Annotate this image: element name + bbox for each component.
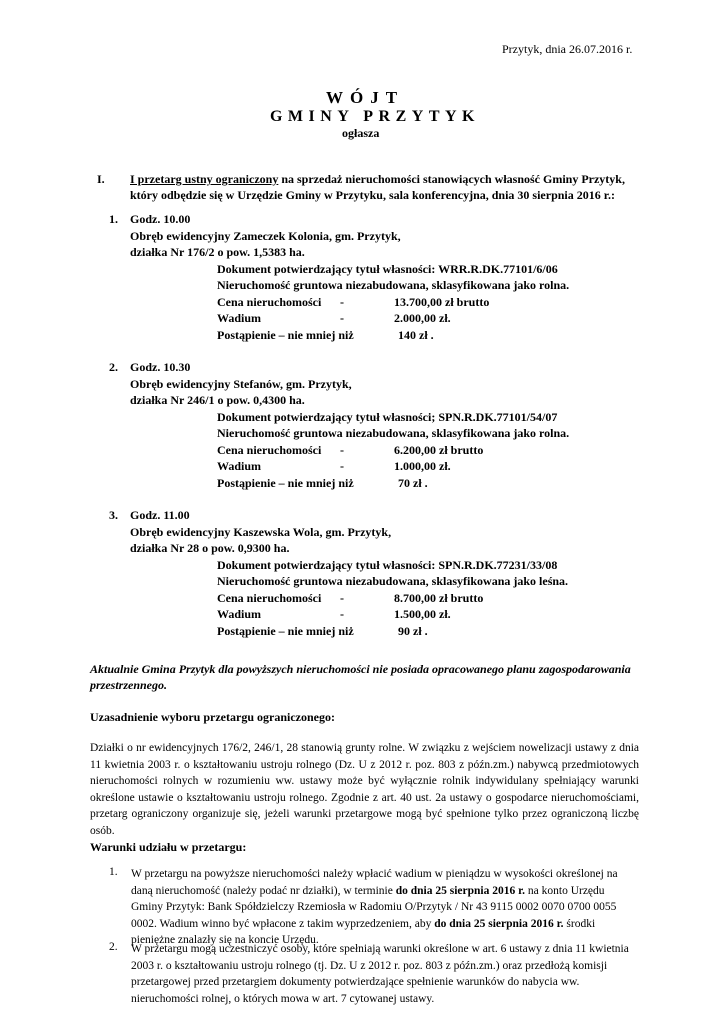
lot-dzialka: działka Nr 246/1 o pow. 0,4300 ha. [130,393,305,407]
postapienie-value: 90 zł . [398,624,428,638]
cena-label: Cena nieruchomości [217,443,322,457]
cena-value: 6.200,00 zł brutto [394,443,484,457]
intro-rest: na sprzedaż nieruchomości stanowiących własność Gminy Przytyk, [278,172,625,186]
section-numeral: I. [97,172,105,186]
lot-opis: Nieruchomość gruntowa niezabudowana, sklasyfikowana jako leśna. [217,574,569,588]
deadline-bold: do dnia 25 sierpnia 2016 r. [395,884,526,897]
warunki-item-number: 2. [109,941,118,953]
postapienie-label: Postąpienie – nie mniej niż [217,476,354,490]
lot-obreb: Obręb ewidencyjny Zameczek Kolonia, gm. Przytyk, [130,229,401,243]
wadium-dash: - [340,311,344,325]
lot-dokument: Dokument potwierdzający tytuł własności: WRR.R.DK.77101/6/06 [217,262,558,276]
notice-line2: przestrzennego. [90,678,168,692]
postapienie-value: 140 zł . [398,328,434,342]
wadium-label: Wadium [217,311,262,325]
intro-underlined: I przetarg ustny ograniczony [130,172,279,186]
wadium-value: 2.000,00 zł. [394,311,451,325]
warunki-item-text: środki pieniężne znalazły się na koncie Urzędu. [131,917,596,947]
lot-number: 3. [109,508,118,522]
cena-label: Cena nieruchomości [217,295,322,309]
lot-time: Godz. 10.00 [130,212,191,226]
notice-line1: Aktualnie Gmina Przytyk dla powyższych nieruchomości nie posiada opracowanego planu zagospodarowania [90,662,631,676]
title-wojt: WÓJT [325,88,405,107]
warunki-item-text: W przetargu na powyższe nieruchomości należy wpłacić wadium w pieniądzu w wysokości określonej na daną nieruchomość (należy podać nr działki), w terminie [131,868,618,897]
date-line: Przytyk, dnia 26.07.2016 r. [502,42,633,56]
wadium-value: 1.500,00 zł. [394,607,451,621]
warunki-item-2: W przetargu mogą uczestniczyć osoby, które spełniają warunki określone w art. 6 ustawy z dnia 11 kwietnia 2003 r. o kształtowaniu ustroju rolnego (tj. Dz. U z 2012 r. poz. 803 z późn.zm.) oraz przedłożą komisji przetargowej przed przetargiem dokumenty potwierdzające spełnienie warunków do nabycia ww. nieruchomości rolnej, o których mowa w art. 7 cytowanej ustawy. [131,943,629,1005]
warunki-item-1 [131,866,639,949]
cena-value: 13.700,00 zł brutto [394,295,490,309]
lot-number: 1. [109,212,118,226]
lot-obreb: Obręb ewidencyjny Stefanów, gm. Przytyk, [130,377,352,391]
cena-dash: - [340,443,344,457]
cena-dash: - [340,591,344,605]
postapienie-label: Postąpienie – nie mniej niż [217,624,354,638]
lot-number: 2. [109,360,118,374]
wadium-dash: - [340,459,344,473]
title-oglasza: ogłasza [342,126,380,140]
postapienie-label: Postąpienie – nie mniej niż [217,328,354,342]
cena-label: Cena nieruchomości [217,591,322,605]
postapienie-value: 70 zł . [398,476,428,490]
cena-value: 8.700,00 zł brutto [394,591,484,605]
lot-dokument: Dokument potwierdzający tytuł własności; SPN.R.DK.77101/54/07 [217,410,558,424]
warunki-item-text: na konto Urzędu Gminy Przytyk: Bank Spółdzielczy Rzemiosła w Radomiu O/Przytyk / Nr 43 9115 0002 0070 0700 0055 0002. Wadium winno być wpłacone z takim wyprzedzeniem, aby [131,884,617,930]
warunki-item-number: 1. [109,866,118,878]
intro-line1 [130,172,625,187]
cena-dash: - [340,295,344,309]
lot-time: Godz. 11.00 [130,508,190,522]
uzasadnienie-text: Działki o nr ewidencyjnych 176/2, 246/1, 28 stanowią grunty rolne. W związku z wejściem nowelizacji ustawy z dnia 11 kwietnia 2003 r. o kształtowaniu ustroju rolnego (Dz. U z 2012 r. poz. 803 z późn.zm.) nabywcą przedmiotowych nieruchomości rolnych w rozumieniu ww. ustawy może być wyłącznie rolnik indywidulany spełniający warunki określone ustawie o kształtowaniu ustroju rolnego. Zgodnie z art. 40 ust. 2a ustawy o gospodarce nieruchomościami, przetarg ograniczony organizuje się, jeżeli warunki przetargowe mogą być spełnione tylko przez ograniczoną liczbę osób. [90,742,639,837]
wadium-dash: - [340,607,344,621]
wadium-value: 1.000,00 zł. [394,459,451,473]
lot-opis: Nieruchomość gruntowa niezabudowana, sklasyfikowana jako rolna. [217,426,570,440]
lot-time: Godz. 10.30 [130,360,191,374]
deadline-bold: do dnia 25 sierpnia 2016 r. [434,917,564,930]
lot-opis: Nieruchomość gruntowa niezabudowana, sklasyfikowana jako rolna. [217,278,570,292]
warunki-heading: Warunki udziału w przetargu: [90,840,247,854]
lot-obreb: Obręb ewidencyjny Kaszewska Wola, gm. Przytyk, [130,525,392,539]
wadium-label: Wadium [217,607,262,621]
uzasadnienie-heading: Uzasadnienie wyboru przetargu ograniczonego: [90,710,335,724]
wadium-label: Wadium [217,459,262,473]
lot-dzialka: działka Nr 176/2 o pow. 1,5383 ha. [130,245,305,259]
lot-dokument: Dokument potwierdzający tytuł własności: SPN.R.DK.77231/33/08 [217,558,558,572]
intro-line2: który odbędzie się w Urzędzie Gminy w Przytyku, sala konferencyjna, dnia 30 sierpnia 2016 r.: [130,188,615,202]
lot-dzialka: działka Nr 28 o pow. 0,9300 ha. [130,541,290,555]
title-gmina: GMINY PRZYTYK [269,108,480,125]
